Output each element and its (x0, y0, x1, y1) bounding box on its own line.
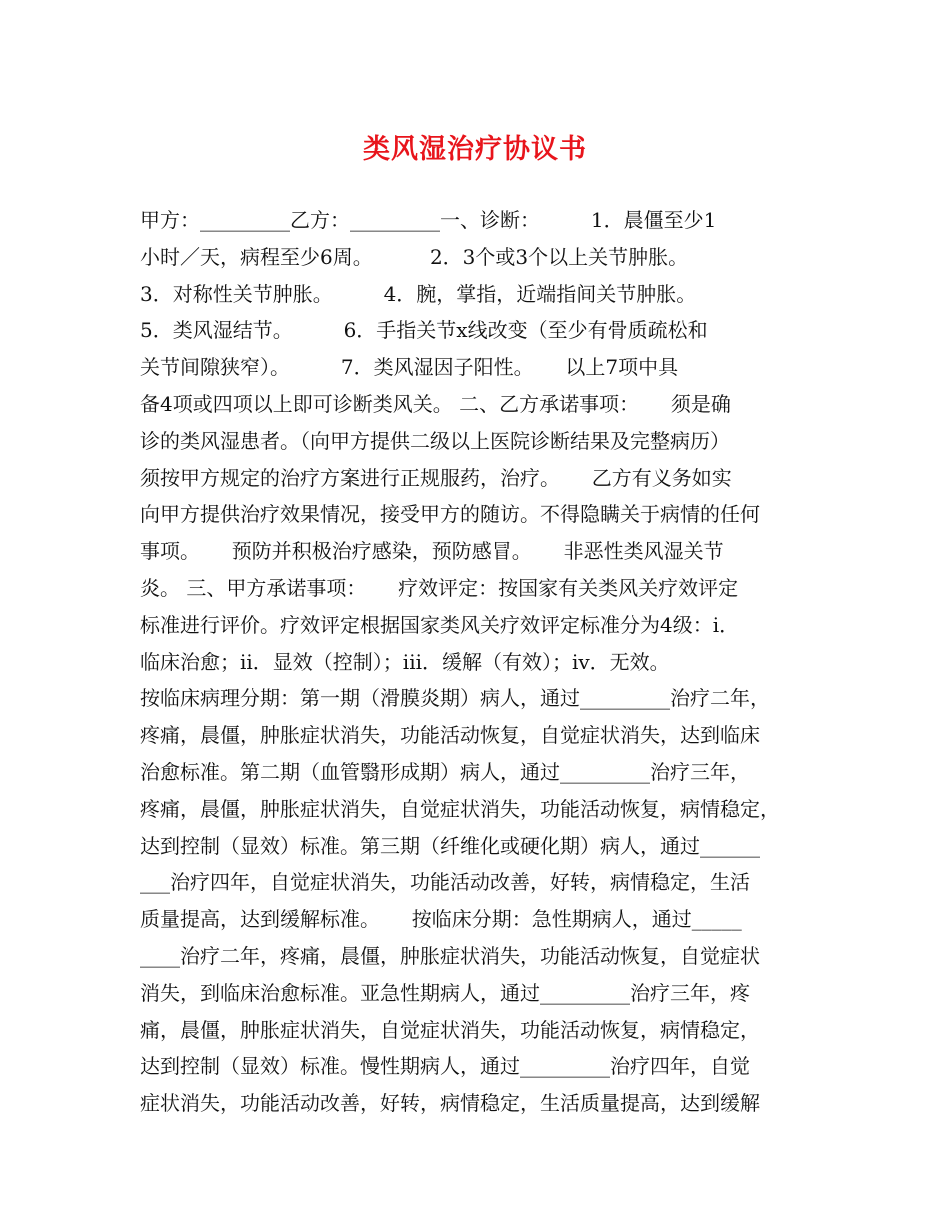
body-line: 消失，到临床治愈标准。亚急性期病人，通过_________治疗三年，疼 (140, 980, 750, 1005)
body-line: 5．类风湿结节。 6．手指关节x线改变（至少有骨质疏松和 (140, 318, 708, 343)
body-line: 事项。 预防并积极治疗感染，预防感冒。 非恶性类风湿关节 (140, 539, 724, 564)
body-line: 疼痛，晨僵，肿胀症状消失，自觉症状消失，功能活动恢复，病情稳定， (140, 796, 780, 821)
body-line: 临床治愈；ii．显效（控制）；iii．缓解（有效）；iv．无效。 (140, 649, 670, 674)
body-line: 标准进行评价。疗效评定根据国家类风关疗效评定标准分为4级：i． (140, 612, 740, 637)
body-line: ____治疗二年，疼痛，晨僵，肿胀症状消失，功能活动恢复，自觉症状 (140, 943, 760, 968)
body-line: 诊的类风湿患者。（向甲方提供二级以上医院诊断结果及完整病历） (140, 428, 730, 453)
body-line: 关节间隙狭窄）。 7．类风湿因子阳性。 以上7项中具 (140, 355, 679, 380)
body-line: 小时／天，病程至少6周。 2．3个或3个以上关节肿胀。 (140, 244, 689, 269)
body-line: 痛，晨僵，肿胀症状消失，自觉症状消失，功能活动恢复，病情稳定， (140, 1017, 760, 1042)
body-line: 质量提高，达到缓解标准。 按临床分期：急性期病人，通过_____ (140, 907, 742, 932)
body-line: 备4项或四项以上即可诊断类风关。 二、乙方承诺事项： 须是确 (140, 391, 731, 416)
body-line: 3．对称性关节肿胀。 4．腕，掌指，近端指间关节肿胀。 (140, 281, 697, 306)
body-line: 达到控制（显效）标准。第三期（纤维化或硬化期）病人，通过______ (140, 833, 760, 858)
body-line: 疼痛，晨僵，肿胀症状消失，功能活动恢复，自觉症状消失，达到临床 (140, 723, 760, 748)
body-line: 须按甲方规定的治疗方案进行正规服药，治疗。 乙方有义务如实 (140, 465, 732, 490)
document-body (140, 202, 830, 1122)
body-line: 向甲方提供治疗效果情况，接受甲方的随访。不得隐瞒关于病情的任何 (140, 502, 760, 527)
body-line: 按临床病理分期：第一期（滑膜炎期）病人，通过_________治疗二年， (140, 686, 770, 711)
body-line: 甲方：_________乙方：_________一、诊断： 1．晨僵至少1 (140, 208, 717, 232)
body-line: 治愈标准。第二期（血管翳形成期）病人，通过_________治疗三年， (140, 759, 750, 784)
body-line: ___治疗四年，自觉症状消失，功能活动改善，好转，病情稳定，生活 (140, 870, 750, 895)
document-title: 类风湿治疗协议书 (363, 134, 587, 165)
body-line: 达到控制（显效）标准。慢性期病人，通过_________治疗四年，自觉 (140, 1054, 750, 1079)
body-line: 炎。 三、甲方承诺事项： 疗效评定：按国家有关类风关疗效评定 (140, 575, 739, 600)
body-line: 症状消失，功能活动改善，好转，病情稳定，生活质量提高，达到缓解 (140, 1091, 760, 1116)
